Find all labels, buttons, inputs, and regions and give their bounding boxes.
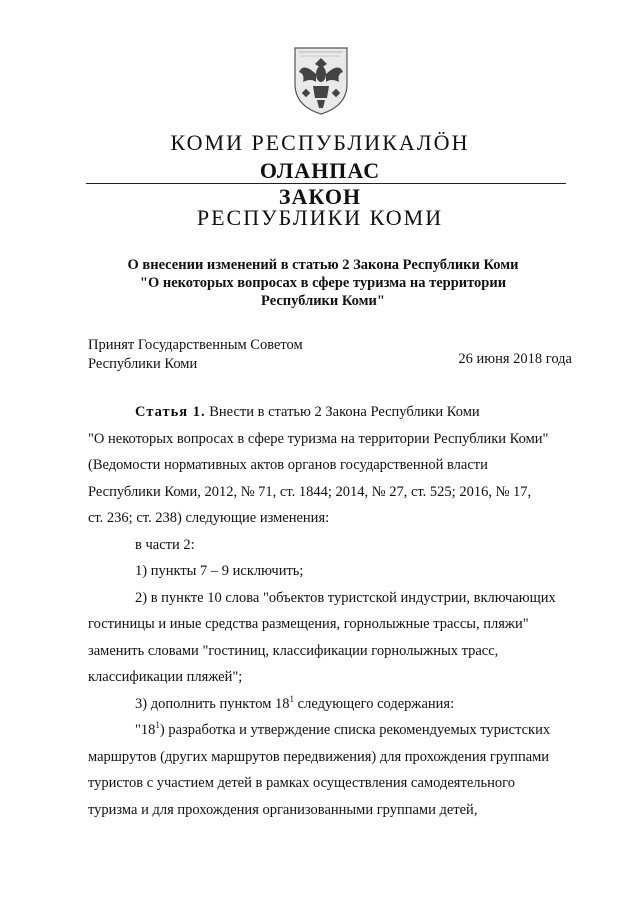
adoption-line: Республики Коми <box>88 356 198 372</box>
paragraph-line <box>88 717 572 744</box>
header-komi-title: КОМИ РЕСПУБЛИКАЛÖН <box>170 130 470 155</box>
law-title-line: О внесении изменений в статью 2 Закона Республики Коми <box>127 257 519 273</box>
text-span: следующего содержания: <box>294 695 455 712</box>
adoption-statement <box>88 336 303 374</box>
paragraph-line: туризма и для прохождения организованными группами детей, <box>88 801 478 818</box>
paragraph-line: классификации пляжей"; <box>88 669 243 685</box>
superscript: 1 <box>289 693 295 704</box>
header-republic: РЕСПУБЛИКИ КОМИ <box>196 205 444 230</box>
coat-of-arms-emblem <box>291 44 351 116</box>
paragraph: 1) пункты 7 – 9 исключить; <box>135 563 304 579</box>
article-text: Внести в статью 2 Закона Республики Коми <box>209 404 480 420</box>
adoption-date: 26 июня 2018 года <box>458 351 572 367</box>
header-zakon: ЗАКОН <box>278 184 362 209</box>
paragraph-line: гостиницы и иные средства размещения, горнолыжные трассы, пляжи" <box>88 616 529 632</box>
law-title-line: "О некоторых вопросах в сфере туризма на территории <box>139 275 507 291</box>
text-span: ) разработка и утверждение списка рекомендуемых туристских <box>159 722 551 738</box>
adoption-line: Принят Государственным Советом <box>88 337 303 353</box>
text-span: 3) дополнить пунктом 18 <box>135 695 290 712</box>
superscript: 1 <box>155 720 160 731</box>
paragraph-line: заменить словами "гостиниц, классификации горнолыжных трасс, <box>88 642 499 659</box>
article-1-line: "О некоторых вопросах в сфере туризма на территории Республики Коми" <box>88 430 549 447</box>
header-olanpas: ОЛАНПАС <box>259 158 381 183</box>
law-body <box>88 399 572 823</box>
law-title <box>88 256 558 310</box>
article-1-line: ст. 236; ст. 238) следующие изменения: <box>88 510 330 526</box>
article-1-line <box>88 399 572 426</box>
article-1-line: Республики Коми, 2012, № 71, ст. 1844; 2014, № 27, ст. 525; 2016, № 17, <box>88 483 532 500</box>
text-span: "18 <box>135 722 156 738</box>
paragraph: в части 2: <box>135 536 195 553</box>
article-1-line: (Ведомости нормативных актов органов государственной власти <box>88 457 488 473</box>
paragraph-line: 2) в пункте 10 слова "объектов туристской индустрии, включающих <box>135 589 556 606</box>
paragraph <box>88 691 572 718</box>
paragraph-line: маршрутов (других маршрутов передвижения) для прохождения группами <box>88 748 550 765</box>
paragraph-line: туристов с участием детей в рамках осуществления самодеятельного <box>88 775 515 791</box>
law-title-line: Республики Коми" <box>261 293 385 309</box>
article-label: Статья 1. <box>135 404 206 420</box>
